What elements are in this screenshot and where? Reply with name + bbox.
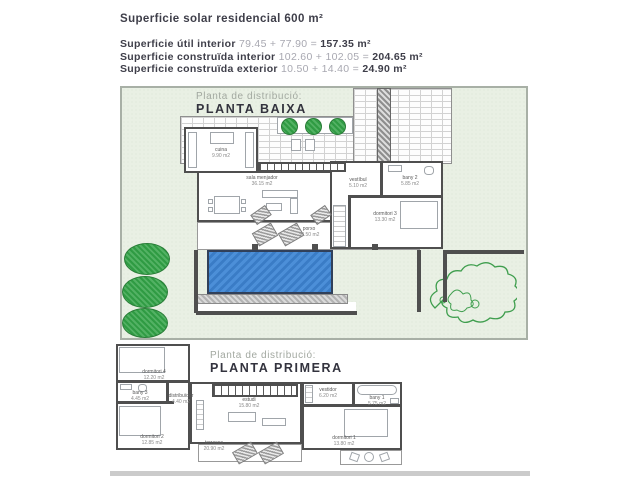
- desk-symbol: [228, 412, 256, 422]
- room-label-terrassa: terrassa 20.90 m2: [203, 440, 225, 452]
- surface-summary: [120, 13, 423, 76]
- surface-calc: 102.60 + 102.05 =: [278, 50, 370, 63]
- surface-total: 204.65 m²: [372, 50, 423, 63]
- planta-baixa-heading: [196, 91, 307, 116]
- chair-symbol: [241, 207, 246, 212]
- room-label-dormitori4: dormitori 4 12.20 m2: [142, 369, 166, 381]
- boundary-wall: [417, 250, 421, 312]
- surface-row-construida-ext: Superficie construïda exterior 10.50 + 14.40 = 24.90 m²: [120, 63, 407, 75]
- room-label-bany3: bany 3 4.45 m2: [130, 390, 150, 402]
- porch-post: [312, 244, 318, 250]
- chair-symbol: [305, 139, 315, 151]
- room-label-bany2: bany 2 5.85 m2: [400, 175, 420, 187]
- wall-segment: [348, 195, 441, 198]
- surface-total: 157.35 m²: [320, 38, 371, 50]
- planta-baixa-subtitle: Planta de distribució:: [196, 91, 303, 102]
- chair-symbol: [208, 207, 213, 212]
- stairs-symbol: [258, 162, 346, 172]
- room-label-distribuidor: distribuïdor 4.40 m2: [168, 393, 194, 405]
- room-label-cuina: cuina 9.90 m2: [211, 147, 231, 159]
- surface-row-construida-int: Superficie construïda interior 102.60 + 102.05 = 204.65 m²: [120, 50, 423, 63]
- bush-symbol: [124, 243, 170, 275]
- solar-surface-value: 600 m²: [284, 13, 324, 25]
- sink-symbol: [388, 165, 402, 172]
- planta-primera-title: PLANTA PRIMERA: [210, 361, 343, 375]
- tree-symbol: [413, 260, 517, 334]
- plant-symbol: [305, 118, 322, 135]
- table-symbol: [364, 452, 374, 462]
- solar-surface-label: Superficie solar residencial: [120, 13, 281, 25]
- room-label-vestidor: vestidor 6.20 m2: [318, 387, 338, 399]
- bed-symbol: [400, 201, 438, 229]
- chair-symbol: [241, 199, 246, 204]
- surface-calc: 10.50 + 14.40 =: [281, 63, 360, 75]
- bathtub-symbol: [357, 385, 397, 395]
- chair-symbol: [291, 139, 301, 151]
- kitchen-island-symbol: [210, 132, 234, 144]
- solar-surface-line: [120, 13, 423, 25]
- shelf-symbol: [196, 400, 204, 430]
- sink-symbol: [390, 398, 399, 404]
- boundary-wall: [447, 250, 524, 254]
- plant-symbol: [329, 118, 346, 135]
- bush-symbol: [122, 308, 168, 338]
- paved-driveway: [353, 88, 452, 164]
- wardrobe-symbol: [333, 205, 346, 247]
- kitchen-counter-symbol: [245, 132, 254, 168]
- room-label-dormitori2: dormitori 2 12.85 m2: [140, 434, 164, 446]
- chair-symbol: [208, 199, 213, 204]
- dining-table-symbol: [214, 196, 240, 214]
- room-label-porxo: porxo 10.50 m2: [298, 226, 320, 238]
- wall-segment: [352, 382, 355, 406]
- bed-symbol: [344, 409, 388, 437]
- wardrobe-symbol: [305, 385, 313, 403]
- deck-wall: [194, 250, 198, 313]
- room-label-dormitori3: dormitori 3 13.30 m2: [373, 211, 397, 223]
- planta-primera-heading: [210, 350, 343, 375]
- surface-row-util: Superficie útil interior 79.45 + 77.90 = 157.35 m²: [120, 38, 371, 50]
- toilet-symbol: [424, 166, 434, 175]
- deck-wall: [196, 311, 357, 315]
- sofa-symbol: [262, 190, 298, 198]
- porch-post: [252, 244, 258, 250]
- planta-primera-subtitle: Planta de distribució:: [210, 350, 317, 361]
- entry-path: [377, 88, 391, 164]
- planta-baixa-title: PLANTA BAIXA: [196, 102, 307, 116]
- stairs-symbol: [212, 384, 298, 397]
- wall-segment: [302, 404, 402, 407]
- room-label-sala-menjador: sala menjador 36.15 m2: [246, 175, 278, 187]
- porch-post: [372, 244, 378, 250]
- sofa-symbol: [290, 198, 298, 214]
- plant-symbol: [281, 118, 298, 135]
- bush-symbol: [122, 276, 168, 308]
- room-label-vestibul: vestíbul 5.10 m2: [348, 177, 368, 189]
- boundary-wall: [443, 250, 447, 302]
- swimming-pool: [207, 250, 333, 294]
- room-label-bany1: bany 1 5.75 m2: [367, 395, 387, 407]
- wall-segment: [380, 163, 383, 197]
- bed-symbol: [119, 406, 161, 436]
- wall-segment: [348, 195, 351, 247]
- room-label-dormitori1: dormitori 1 13.80 m2: [332, 435, 356, 447]
- surface-calc: 79.45 + 77.90 =: [238, 38, 318, 50]
- sofa-symbol: [262, 418, 286, 426]
- pool-deck-edge: [196, 294, 348, 304]
- room-label-estudi: estudi 15.80 m2: [238, 397, 260, 409]
- ground-line: [110, 471, 530, 476]
- kitchen-counter-symbol: [188, 132, 197, 168]
- surface-total: 24.90 m²: [362, 63, 407, 75]
